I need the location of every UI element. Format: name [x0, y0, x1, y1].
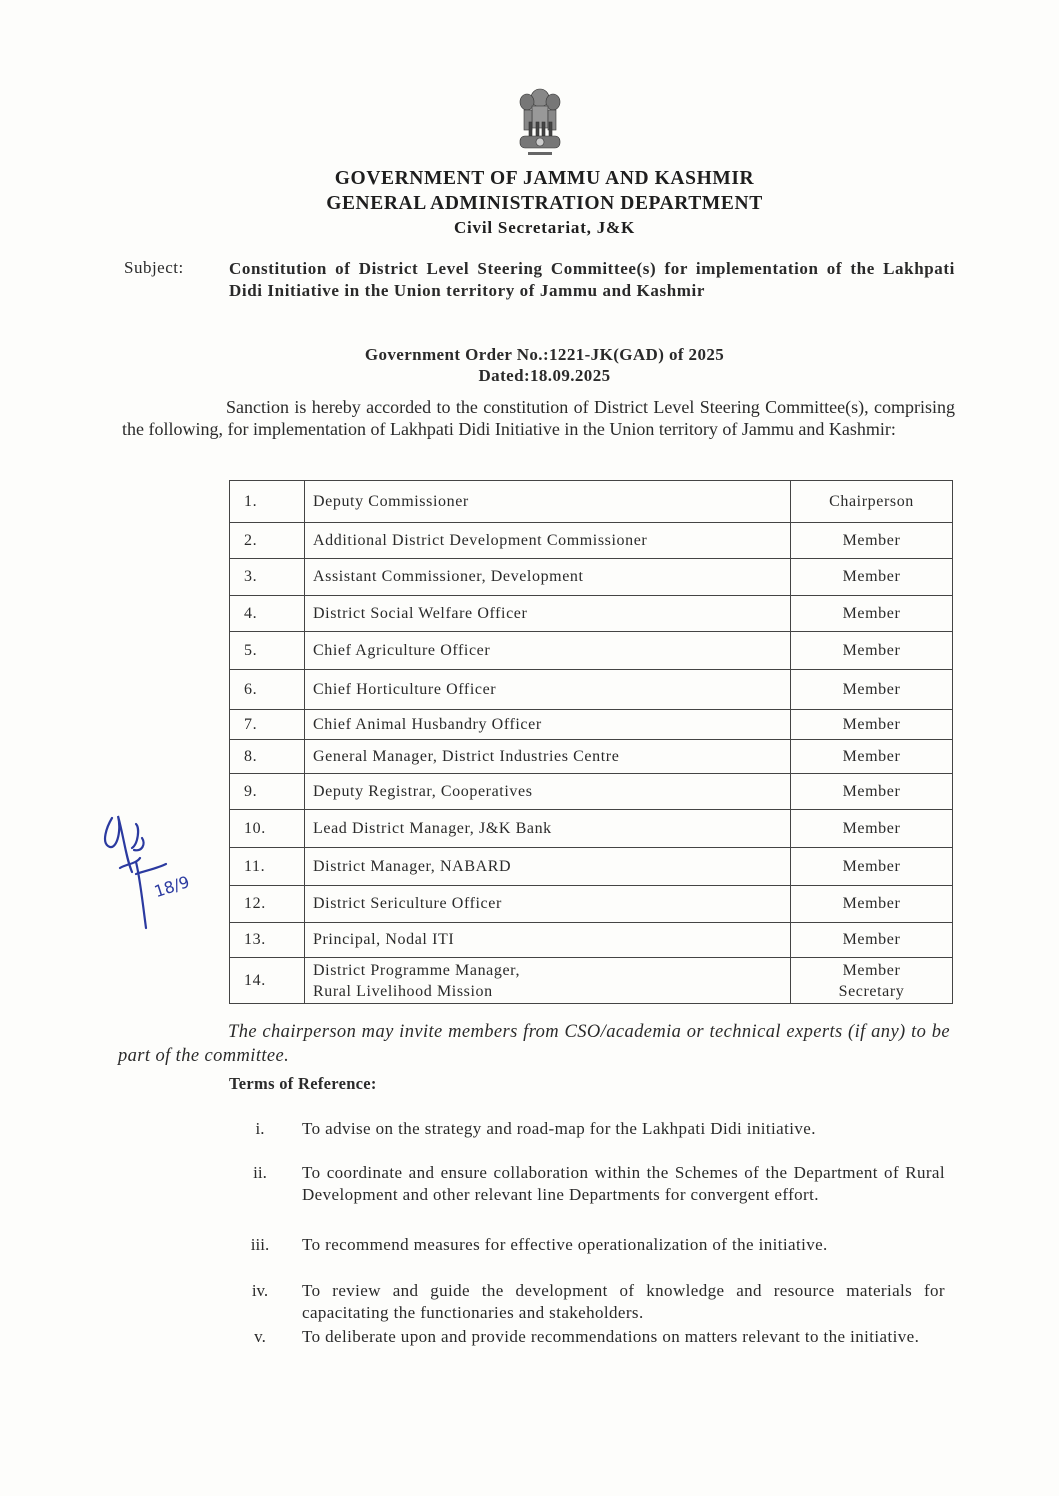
- terms-of-reference-title: Terms of Reference:: [229, 1074, 377, 1093]
- office-title: Civil Secretariat, J&K: [453, 218, 636, 237]
- chairperson-note: The chairperson may invite members from CSO/academia or technical experts (if any) to be part of the committee.: [118, 1022, 950, 1066]
- member-name: General Manager, District Industries Centre: [305, 740, 791, 774]
- row-number: 10.: [230, 810, 305, 848]
- terms-item-text: To review and guide the development of knowledge and resource materials for capacitating the functionaries and stakeholders.: [302, 1281, 945, 1322]
- intro-paragraph: Sanction is hereby accorded to the constitution of District Level Steering Committee(s), comprising the following, for implementation of Lakhpati Didi Initiative in the Union territory of Jammu and Kashmir:: [122, 397, 955, 439]
- order-date: Dated:18.09.2025: [478, 366, 611, 385]
- member-role: Member: [791, 596, 953, 632]
- table-row: [230, 559, 953, 596]
- member-role: Member: [791, 886, 953, 923]
- terms-item: [240, 1234, 945, 1256]
- terms-item-text: To advise on the strategy and road-map for the Lakhpati Didi initiative.: [302, 1119, 816, 1138]
- member-role-line2: Secretary: [838, 982, 905, 1000]
- terms-item-text: To coordinate and ensure collaboration within the Schemes of the Department of Rural Development and other relevant line Departments for convergent effort.: [302, 1163, 945, 1204]
- member-role: Member: [791, 710, 953, 740]
- member-name-line2: Rural Livelihood Mission: [313, 982, 493, 1000]
- row-number: 5.: [230, 632, 305, 670]
- table-row: [230, 810, 953, 848]
- member-name: Additional District Development Commissioner: [305, 523, 791, 559]
- row-number: 12.: [230, 886, 305, 923]
- member-role: Member: [791, 670, 953, 710]
- member-name: District Social Welfare Officer: [305, 596, 791, 632]
- terms-item: [240, 1326, 945, 1348]
- member-name: Chief Animal Husbandry Officer: [305, 710, 791, 740]
- row-number: 6.: [230, 670, 305, 710]
- table-row: [230, 774, 953, 810]
- terms-item-text: To recommend measures for effective operationalization of the initiative.: [302, 1235, 828, 1254]
- member-name: Assistant Commissioner, Development: [305, 559, 791, 596]
- member-role: Member: [791, 559, 953, 596]
- member-name: Chief Horticulture Officer: [305, 670, 791, 710]
- signature-date: 18/9: [151, 872, 192, 902]
- table-row: [230, 596, 953, 632]
- terms-item-number: iii.: [250, 1235, 270, 1254]
- row-number: 14.: [230, 958, 305, 1004]
- table-row: [230, 848, 953, 886]
- subject-label: Subject:: [124, 258, 184, 277]
- member-role-line1: Member: [842, 961, 901, 979]
- department-title: GENERAL ADMINISTRATION DEPARTMENT: [326, 193, 763, 214]
- member-role: Member: [791, 740, 953, 774]
- row-number: 9.: [230, 774, 305, 810]
- table-row: [230, 523, 953, 559]
- table-row: [230, 740, 953, 774]
- member-name: Deputy Commissioner: [305, 481, 791, 523]
- member-name: District Sericulture Officer: [305, 886, 791, 923]
- national-emblem-icon: [512, 86, 568, 162]
- table-row: [230, 923, 953, 958]
- member-role: [791, 958, 953, 1004]
- member-role: Member: [791, 774, 953, 810]
- order-number: Government Order No.:1221-JK(GAD) of 2025: [364, 345, 725, 364]
- member-name-line1: District Programme Manager,: [313, 961, 521, 979]
- member-name: Principal, Nodal ITI: [305, 923, 791, 958]
- row-number: 11.: [230, 848, 305, 886]
- subject-text: Constitution of District Level Steering Committee(s) for implementation of the Lakhpati Didi Initiative in the Union territory of Jammu and Kashmir: [229, 259, 955, 300]
- handwritten-signature: [96, 808, 226, 938]
- terms-item-number: iv.: [251, 1281, 269, 1300]
- member-name: [305, 958, 791, 1004]
- member-name: Chief Agriculture Officer: [305, 632, 791, 670]
- table-row: [230, 481, 953, 523]
- member-role: Member: [791, 810, 953, 848]
- member-name: District Manager, NABARD: [305, 848, 791, 886]
- terms-item: [240, 1280, 945, 1324]
- member-role: Member: [791, 923, 953, 958]
- member-role: Member: [791, 523, 953, 559]
- terms-item-text: To deliberate upon and provide recommendations on matters relevant to the initiative.: [302, 1327, 920, 1346]
- row-number: 8.: [230, 740, 305, 774]
- terms-item-number: v.: [254, 1327, 266, 1346]
- table-row: [230, 958, 953, 1004]
- member-name: Deputy Registrar, Cooperatives: [305, 774, 791, 810]
- member-role: Chairperson: [791, 481, 953, 523]
- row-number: 3.: [230, 559, 305, 596]
- government-title: GOVERNMENT OF JAMMU AND KASHMIR: [334, 168, 755, 189]
- terms-item-number: i.: [255, 1119, 265, 1138]
- member-role: Member: [791, 848, 953, 886]
- member-name: Lead District Manager, J&K Bank: [305, 810, 791, 848]
- member-role: Member: [791, 632, 953, 670]
- table-row: [230, 710, 953, 740]
- row-number: 7.: [230, 710, 305, 740]
- terms-item: [240, 1118, 945, 1140]
- terms-item: [240, 1162, 945, 1206]
- row-number: 4.: [230, 596, 305, 632]
- table-row: [230, 886, 953, 923]
- table-row: [230, 632, 953, 670]
- row-number: 13.: [230, 923, 305, 958]
- row-number: 2.: [230, 523, 305, 559]
- terms-item-number: ii.: [253, 1163, 267, 1182]
- table-row: [230, 670, 953, 710]
- row-number: 1.: [230, 481, 305, 523]
- committee-table: [229, 480, 953, 1004]
